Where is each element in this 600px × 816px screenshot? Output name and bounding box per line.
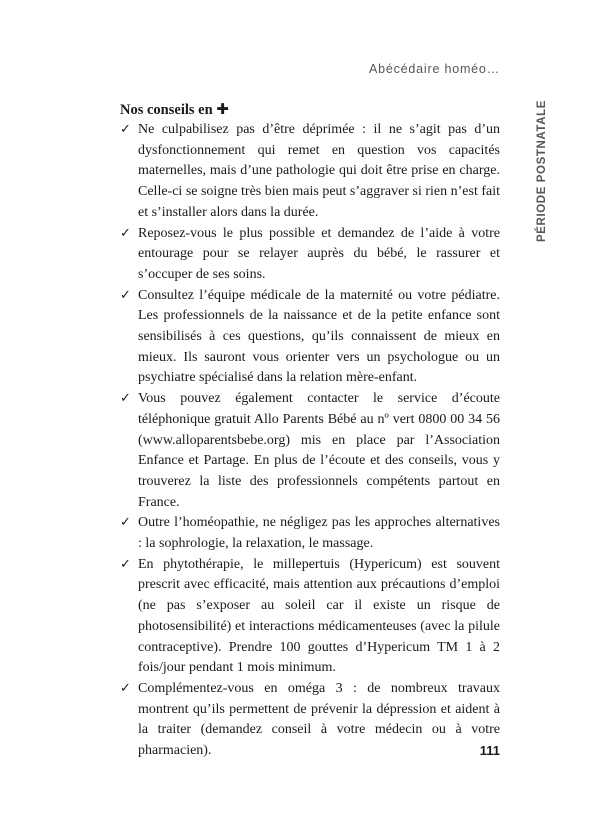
side-section-label: PÉRIODE POSTNATALE [536,100,548,242]
advice-item [120,224,500,286]
checkmark-icon: ✓ [120,515,131,531]
checkmark-icon: ✓ [120,556,131,572]
advice-item-text: Complémentez-vous en oméga 3 : de nombreux travaux montrent qu’ils permettent de prévenir la dépression et aident à la traiter (demandez conseil à votre médecin ou à votre pharmacien). [138,680,500,759]
section-heading [120,100,500,120]
advice-item-text: Outre l’homéopathie, ne négligez pas les approches alternatives : la sophrologie, la relaxation, le massage. [138,515,500,552]
plus-icon: ✚ [216,101,229,118]
page-number: 111 [479,743,500,758]
checkmark-icon: ✓ [120,287,131,303]
advice-item [120,555,500,679]
advice-list [120,120,500,762]
advice-item [120,513,500,554]
section-heading-text: Nos conseils en [120,102,213,118]
advice-item [120,286,500,390]
running-header: Abécédaire homéo… [368,62,500,76]
advice-item-text: En phytothérapie, le millepertuis (Hypericum) est souvent prescrit avec efficacité, mais attention aux précautions d’emploi (ne pas s’exposer au soleil car il existe un risque de photosensibilité) et interactions médicamenteuses (avec la pilule contraceptive). Prendre 100 gouttes d’Hypericum TM 1 à 2 fois/jour pendant 1 mois minimum. [138,556,500,676]
advice-item-text: Reposez-vous le plus possible et demandez de l’aide à votre entourage pour se relayer auprès du bébé, le rassurer et s’occuper de ses soins. [138,225,500,282]
checkmark-icon: ✓ [120,122,131,137]
advice-item [120,389,500,513]
checkmark-icon: ✓ [120,225,131,241]
advice-item-text: Consultez l’équipe médicale de la maternité ou votre pédiatre. Les professionnels de la naissance et de la petite enfance sont sensibilisés à ces questions, qu’ils connaissent de mieux en mieux. Ils sauront vous orienter vers un psychologue ou un psychiatre spécialisé dans la relation mère-enfant. [138,287,500,386]
side-section-tab [533,100,551,242]
checkmark-icon: ✓ [120,680,131,696]
advice-item [120,679,500,762]
advice-item-text: Ne culpabilisez pas d’être déprimée : il ne s’agit pas d’un dysfonctionnement qui remet en question vos capacités maternelles, mais d’une pathologie qui doit être prise en charge. Celle-ci se soigne très bien mais peut s’aggraver si rien n’est fait et s’installer alors dans la durée. [138,122,500,220]
advice-item [120,120,500,224]
checkmark-icon: ✓ [120,391,131,407]
advice-item-text: Vous pouvez également contacter le service d’écoute téléphonique gratuit Allo Parents Bébé au nº vert 0800 00 34 56 (www.alloparentsbebe.org) mis en place par l’Association Enfance et Partage. En plus de l’écoute et des conseils, vous y trouverez la liste des professionnels compétents partout en France. [138,391,500,510]
advice-section [120,100,500,762]
